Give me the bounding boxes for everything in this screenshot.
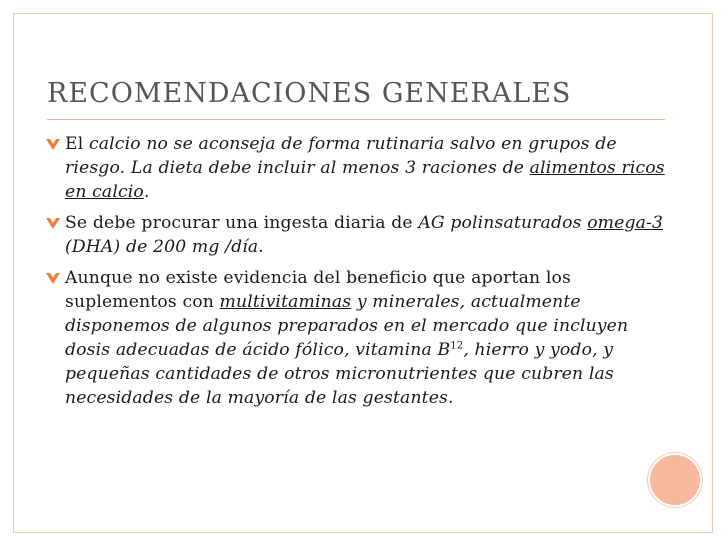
bullet-arrow-icon xyxy=(45,270,61,286)
text-run: Aunque no existe evidencia del beneficio que aportan los suplementos con xyxy=(65,268,571,312)
link-omega-3[interactable]: omega-3 xyxy=(587,213,664,233)
bullet-list xyxy=(45,132,670,417)
superscript-12: 12 xyxy=(450,340,464,352)
slide-title: RECOMENDACIONES GENERALES xyxy=(47,78,572,109)
bullet-suplementos xyxy=(45,266,670,410)
text-run-italic: y minerales, actualmente disponemos de algunos preparados en el mercado que incluyen dosis adecuadas de ácido fólico, vitamina B xyxy=(65,292,629,360)
text-run-italic: AG polinsaturados xyxy=(418,213,588,233)
text-run: . xyxy=(143,182,150,202)
bullet-arrow-icon xyxy=(45,136,61,152)
link-multivitaminas[interactable]: multivitaminas xyxy=(219,292,352,312)
text-run: Se debe procurar una ingesta diaria de xyxy=(65,213,419,233)
text-run-italic: calcio no se aconseja de forma rutinaria salvo en grupos de riesgo. La dieta debe incluir al menos 3 raciones de xyxy=(65,134,617,178)
bullet-omega xyxy=(45,211,670,259)
text-run: El xyxy=(65,134,89,154)
bullet-arrow-icon xyxy=(45,215,61,231)
text-run-italic: (DHA) de 200 mg /día. xyxy=(65,237,264,257)
bullet-calcio xyxy=(45,132,670,204)
text-run-italic: , hierro y yodo, y pequeñas cantidades de otros micronutrientes que cubren las necesidades de la mayoría de las gestantes. xyxy=(65,340,614,408)
link-alimentos-calcio[interactable]: alimentos ricos en calcio xyxy=(65,158,665,202)
decorative-circle xyxy=(650,455,700,505)
title-divider xyxy=(47,119,665,120)
